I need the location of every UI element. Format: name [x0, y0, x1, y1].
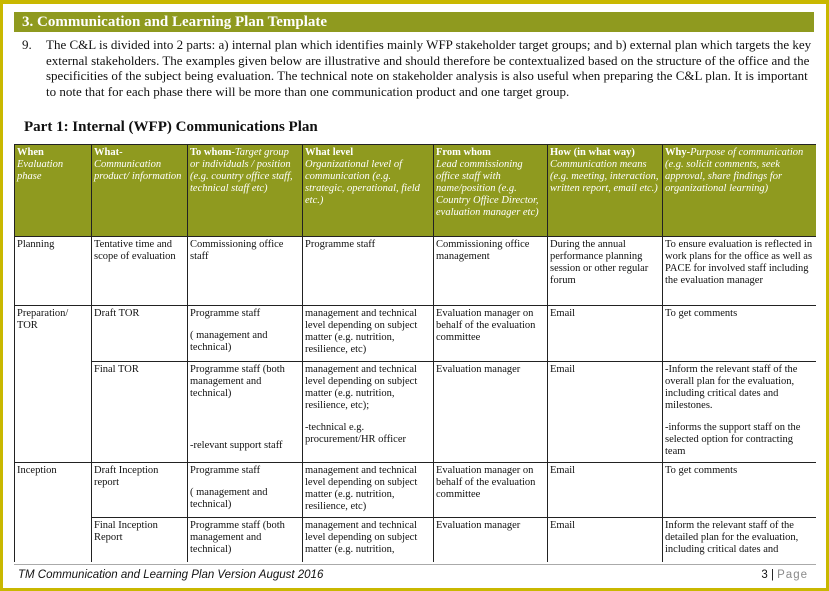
- cell-level: management and technical level depending on subject matter (e.g. nutrition, resilience, etc): [303, 463, 434, 518]
- table-row: [15, 518, 817, 563]
- cell-whom: Programme staff ( management and technical): [188, 463, 303, 518]
- cell-why: To get comments: [663, 463, 817, 518]
- cell-what: Final TOR: [92, 362, 188, 463]
- section-title: Communication and Learning Plan Template: [37, 14, 328, 30]
- footer-rule: [14, 564, 816, 565]
- paragraph-text: The C&L is divided into 2 parts: a) internal plan which identifies mainly WFP stakeholder target groups; and b) external plan which targets the key external stakeholders. The examples given below are illustrative and should therefore be contextualized based on the structure of the office and the specificities of the subject being evaluation. The technical note on stakeholder analysis is also useful when preparing the C&L plan. It is important to note that for each phase there will be more than one communication product and one target group.: [46, 37, 812, 99]
- section-heading: [14, 12, 814, 32]
- cell-from: Evaluation manager on behalf of the evaluation committee: [434, 306, 548, 362]
- cell-how: Email: [548, 362, 663, 463]
- header-what: What- Communication product/ information: [92, 145, 188, 237]
- section-number: 3.: [22, 14, 34, 30]
- cell-how: During the annual performance planning session or other regular forum: [548, 237, 663, 306]
- cell-why: To ensure evaluation is reflected in work plans for the office as well as PACE for involved staff including the evaluation manager: [663, 237, 817, 306]
- footer-title: TM Communication and Learning Plan Version August 2016: [18, 569, 324, 581]
- page-footer: [18, 569, 808, 581]
- table-header-row: [15, 145, 817, 237]
- plan-table: [14, 144, 816, 562]
- part-title: Part 1: Internal (WFP) Communications Plan: [24, 119, 318, 135]
- header-to-whom: To whom-Target group or individuals / position (e.g. country office staff, technical staff etc): [188, 145, 303, 237]
- cell-what: Draft TOR: [92, 306, 188, 362]
- cell-from: Evaluation manager: [434, 362, 548, 463]
- paragraph-number: 9.: [22, 37, 32, 52]
- table-row: [15, 237, 817, 306]
- cell-what: Final Inception Report: [92, 518, 188, 563]
- cell-whom: Commissioning office staff: [188, 237, 303, 306]
- header-why: Why-Purpose of communication (e.g. solicit comments, seek approval, share findings for organizational learning): [663, 145, 817, 237]
- cell-from: Evaluation manager: [434, 518, 548, 563]
- cell-whom: Programme staff (both management and technical): [188, 518, 303, 563]
- cell-what: Draft Inception report: [92, 463, 188, 518]
- table-row: [15, 362, 817, 463]
- cell-phase: Planning: [15, 237, 92, 306]
- header-from-whom: From whom Lead commissioning office staff with name/position (e.g. Country Office Director, evaluation manager etc): [434, 145, 548, 237]
- cell-phase: Inception: [15, 463, 92, 563]
- cell-how: Email: [548, 463, 663, 518]
- cell-how: Email: [548, 306, 663, 362]
- cell-why: Inform the relevant staff of the detailed plan for the evaluation, including critical dates and: [663, 518, 817, 563]
- cell-whom: Programme staff ( management and technical): [188, 306, 303, 362]
- table-row: [15, 306, 817, 362]
- plan-table-wrap: [14, 144, 816, 562]
- cell-whom: Programme staff (both management and technical) -relevant support staff: [188, 362, 303, 463]
- cell-why: To get comments: [663, 306, 817, 362]
- cell-what: Tentative time and scope of evaluation: [92, 237, 188, 306]
- cell-from: Evaluation manager on behalf of the evaluation committee: [434, 463, 548, 518]
- header-what-level: What level Organizational level of communication (e.g. strategic, operational, field etc.): [303, 145, 434, 237]
- cell-level: Programme staff: [303, 237, 434, 306]
- cell-from: Commissioning office management: [434, 237, 548, 306]
- page-number: 3 | Page: [761, 569, 808, 581]
- cell-why: -Inform the relevant staff of the overall plan for the evaluation, including critical dates and milestones. -informs the support staff on the selected option for contracting team: [663, 362, 817, 463]
- cell-phase: Preparation/ TOR: [15, 306, 92, 463]
- cell-level: management and technical level depending on subject matter (e.g. nutrition, resilience, etc): [303, 306, 434, 362]
- intro-paragraph: [22, 37, 817, 99]
- cell-how: Email: [548, 518, 663, 563]
- header-when: When Evaluation phase: [15, 145, 92, 237]
- table-row: [15, 463, 817, 518]
- cell-level: management and technical level depending on subject matter (e.g. nutrition, resilience, etc); -technical e.g. procurement/HR officer: [303, 362, 434, 463]
- cell-level: management and technical level depending on subject matter (e.g. nutrition,: [303, 518, 434, 563]
- header-how: How (in what way) Communication means (e.g. meeting, interaction, written report, email etc.): [548, 145, 663, 237]
